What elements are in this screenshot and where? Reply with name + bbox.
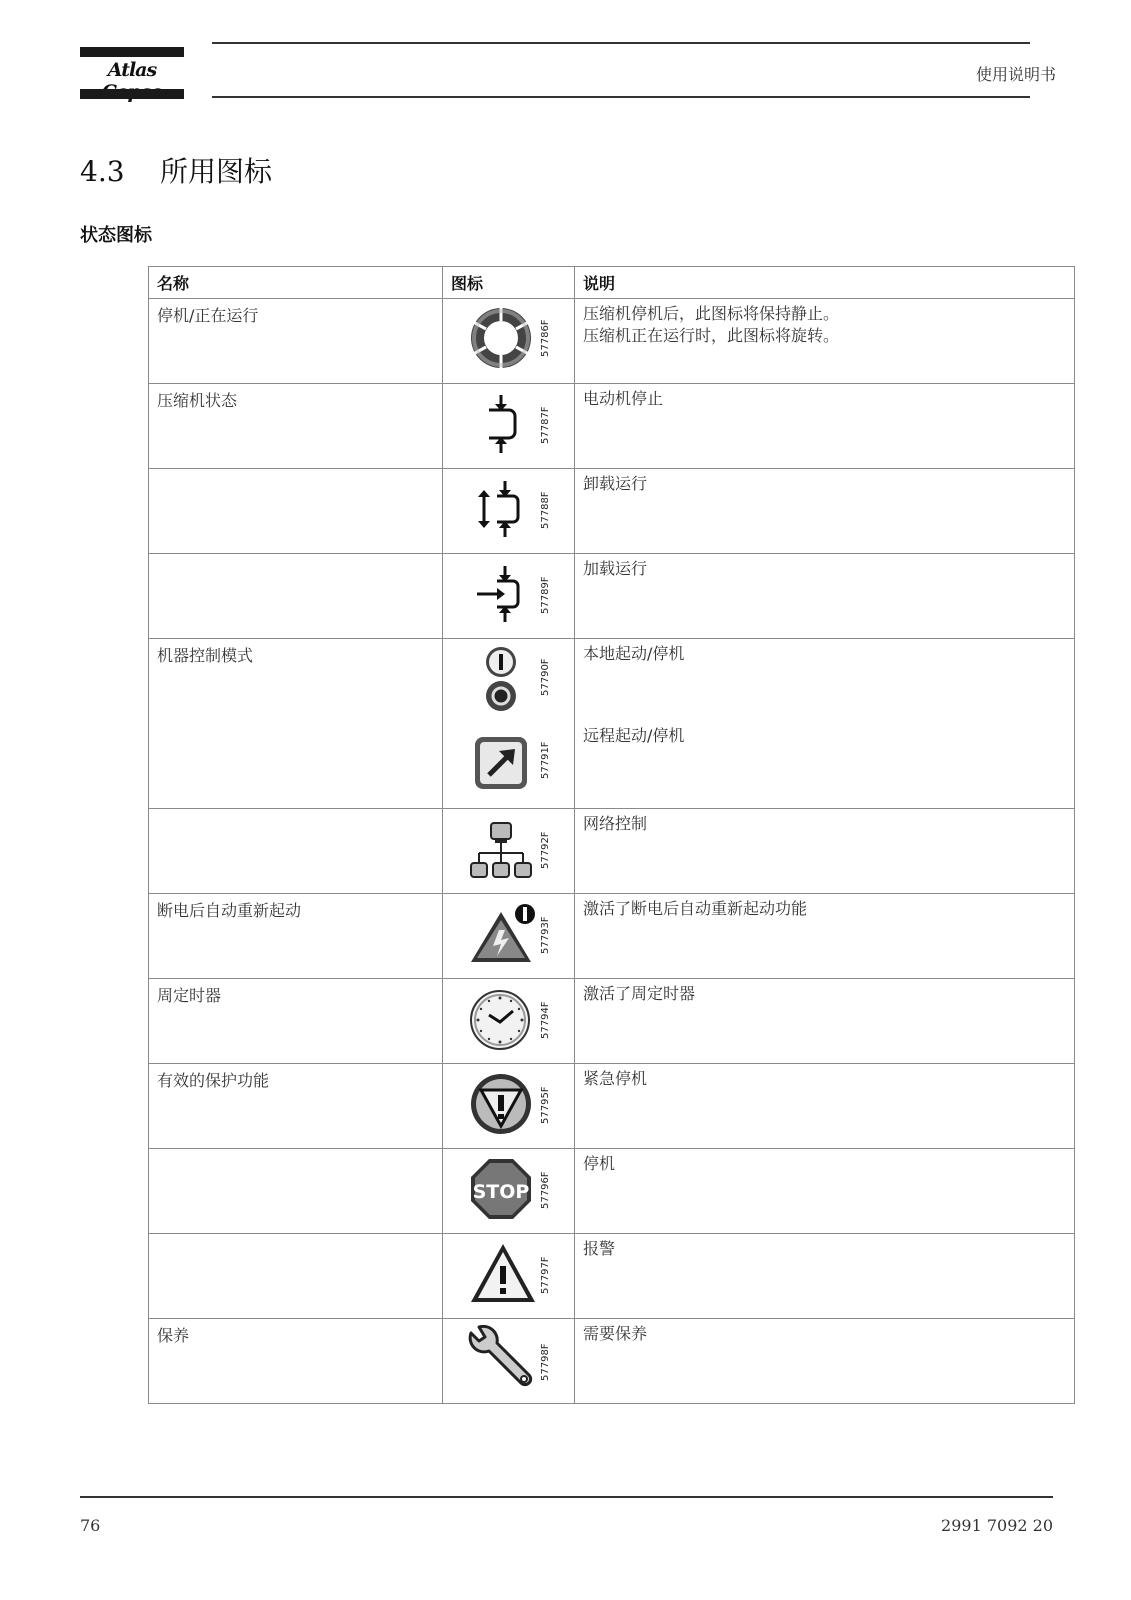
logo-text: Atlas: [107, 59, 157, 81]
row-name: 压缩机状态: [149, 384, 443, 469]
table-row: [149, 1149, 1075, 1234]
description-line: 停机: [583, 1154, 616, 1173]
document-number: 2991 7092 20: [941, 1516, 1053, 1535]
description-line: 压缩机正在运行时，此图标将旋转。: [583, 326, 840, 345]
description-line: 报警: [583, 1239, 616, 1258]
row-name: [149, 469, 443, 554]
icon-code: 57786F: [540, 319, 551, 357]
status-icons-table: [148, 266, 1075, 1404]
section-heading: [80, 150, 272, 190]
rotating-ring-icon: [469, 306, 533, 370]
row-name: 停机/正在运行: [149, 299, 443, 384]
unloaded-running-icon: [469, 477, 533, 541]
description-line: 压缩机停机后，此图标将保持静止。: [583, 304, 840, 323]
emergency-stop-icon: [469, 1072, 533, 1136]
loaded-running-icon: [469, 562, 533, 626]
section-title: 所用图标: [160, 155, 273, 188]
description-line: 激活了断电后自动重新起动功能: [583, 899, 808, 918]
header-bottom-rule: [212, 96, 1030, 98]
row-description: [575, 979, 1075, 1064]
row-description: [575, 299, 1075, 384]
table-row: [149, 384, 1075, 469]
row-name: 断电后自动重新起动: [149, 894, 443, 979]
description-line: 激活了周定时器: [583, 984, 696, 1003]
motor-stopped-icon: [469, 392, 533, 456]
row-description: [575, 1319, 1075, 1404]
icon-code: 57791F: [540, 741, 551, 779]
header-description: 说明: [575, 267, 1075, 299]
icon-code: 57788F: [540, 491, 551, 529]
icon-code: 57790F: [540, 658, 551, 696]
document-title: 使用说明书: [975, 65, 1056, 84]
row-description: [575, 1234, 1075, 1319]
icon-code: 57789F: [540, 576, 551, 614]
atlas-copco-logo: [80, 47, 184, 99]
wrench-icon: [465, 1325, 537, 1395]
stop-sign-text: STOP: [472, 1181, 530, 1203]
row-description: [575, 554, 1075, 639]
description-line: 网络控制: [583, 814, 648, 833]
row-description: [575, 639, 1075, 809]
network-control-icon: [469, 821, 533, 881]
table-row: [149, 1319, 1075, 1404]
description-line: 远程起动/停机: [583, 726, 685, 745]
description-line: 紧急停机: [583, 1069, 648, 1088]
row-name: 保养: [149, 1319, 443, 1404]
icon-code: 57796F: [540, 1171, 551, 1209]
icon-code: 57797F: [540, 1256, 551, 1294]
table-row: [149, 469, 1075, 554]
icon-code: 57793F: [540, 916, 551, 954]
clock-icon: [469, 989, 531, 1051]
description-line: 本地起动/停机: [583, 644, 685, 663]
section-number: 4.3: [80, 155, 125, 188]
header-icon: 图标: [443, 267, 575, 299]
row-description: [575, 384, 1075, 469]
row-name: [149, 809, 443, 894]
icon-code: 57795F: [540, 1086, 551, 1124]
table-header-row: [149, 267, 1075, 299]
row-description: [575, 469, 1075, 554]
row-name: 有效的保护功能: [149, 1064, 443, 1149]
icon-code: 57798F: [540, 1343, 551, 1381]
row-description: [575, 1064, 1075, 1149]
page-number: 76: [80, 1516, 101, 1535]
description-line: 卸载运行: [583, 474, 648, 493]
auto-restart-icon: [469, 902, 539, 964]
icon-code: 57792F: [540, 831, 551, 869]
table-row: [149, 809, 1075, 894]
description-line: 加载运行: [583, 559, 648, 578]
row-name: [149, 554, 443, 639]
table-row: [149, 979, 1075, 1064]
row-name: [149, 1234, 443, 1319]
table-row: [149, 894, 1075, 979]
description-line: 电动机停止: [583, 389, 664, 408]
header-name: 名称: [149, 267, 443, 299]
table-row: [149, 1234, 1075, 1319]
logo-bar-bottom: [80, 89, 184, 99]
row-name: 周定时器: [149, 979, 443, 1064]
description-line: 需要保养: [583, 1324, 648, 1343]
table-row: [149, 1064, 1075, 1149]
row-description: [575, 1149, 1075, 1234]
table-row: [149, 299, 1075, 384]
row-description: [575, 809, 1075, 894]
icon-code: 57794F: [540, 1001, 551, 1039]
footer-rule: [80, 1496, 1053, 1498]
remote-start-stop-icon: [473, 735, 529, 791]
row-name: 机器控制模式: [149, 639, 443, 809]
subheading: 状态图标: [80, 225, 152, 246]
logo-bar-top: [80, 47, 184, 57]
row-description: [575, 894, 1075, 979]
local-start-stop-icon: [483, 646, 519, 714]
header-top-rule: [212, 42, 1030, 44]
warning-icon: [469, 1242, 537, 1304]
icon-code: 57787F: [540, 406, 551, 444]
table-row: [149, 554, 1075, 639]
table-row: [149, 639, 1075, 809]
row-name: [149, 1149, 443, 1234]
stop-sign-icon: [469, 1157, 533, 1221]
